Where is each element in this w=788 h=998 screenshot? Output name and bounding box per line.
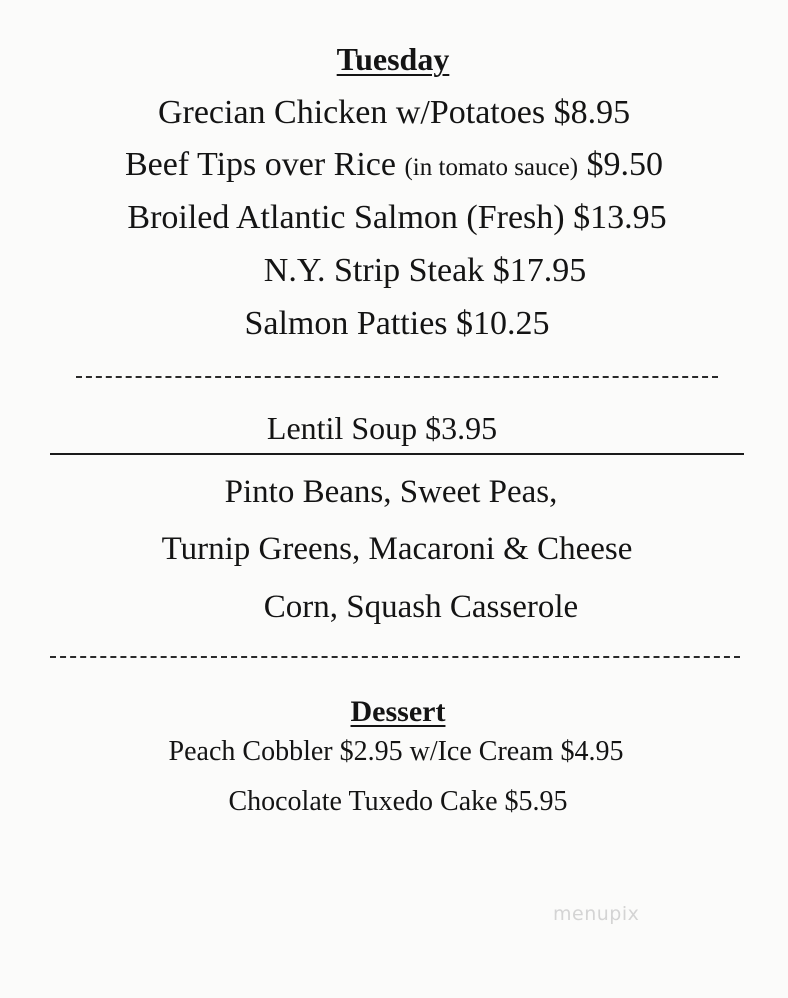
entree-name: Beef Tips over Rice xyxy=(124,146,396,183)
entree-price: $9.50 xyxy=(586,146,664,183)
dessert-name: Chocolate Tuxedo Cake xyxy=(228,786,498,817)
entree-price: $10.25 xyxy=(456,305,550,342)
entree-name: Grecian Chicken w/Potatoes xyxy=(157,94,546,131)
dashed-divider xyxy=(76,376,718,378)
dashed-divider xyxy=(50,656,740,658)
dessert-addon-price: $4.95 xyxy=(560,736,624,767)
entree-name: Broiled Atlantic Salmon (Fresh) xyxy=(127,199,565,236)
dessert-price: $2.95 xyxy=(339,736,403,767)
solid-divider xyxy=(50,453,744,455)
entree-item xyxy=(3,201,788,235)
soup-item xyxy=(0,412,776,444)
soup-name: Lentil Soup xyxy=(266,410,418,446)
entree-price: $8.95 xyxy=(553,94,631,131)
side-item: Corn, Squash Casserole xyxy=(263,589,579,625)
side-item: Pinto Beans, Sweet Peas, xyxy=(224,474,558,510)
entree-item xyxy=(0,96,788,130)
entree-price: $13.95 xyxy=(573,199,667,236)
entree-name: N.Y. Strip Steak xyxy=(263,252,485,289)
dessert-item xyxy=(4,788,788,816)
entree-price: $17.95 xyxy=(492,252,587,289)
side-item: Turnip Greens, Macaroni & Cheese xyxy=(161,531,633,567)
dessert-price: $5.95 xyxy=(504,786,568,817)
entree-note: (in tomato sauce) xyxy=(404,154,579,181)
entree-item xyxy=(3,307,788,341)
entree-item xyxy=(31,254,788,288)
soup-price: $3.95 xyxy=(425,410,498,446)
dessert-item xyxy=(2,738,788,766)
entree-item xyxy=(0,148,788,182)
day-heading: Tuesday xyxy=(336,41,450,77)
watermark-logo: menupix xyxy=(553,903,640,925)
entree-name: Salmon Patties xyxy=(244,305,448,342)
dessert-name: Peach Cobbler xyxy=(168,736,333,767)
dessert-heading: Dessert xyxy=(350,695,446,728)
dessert-addon: w/Ice Cream xyxy=(409,736,554,767)
